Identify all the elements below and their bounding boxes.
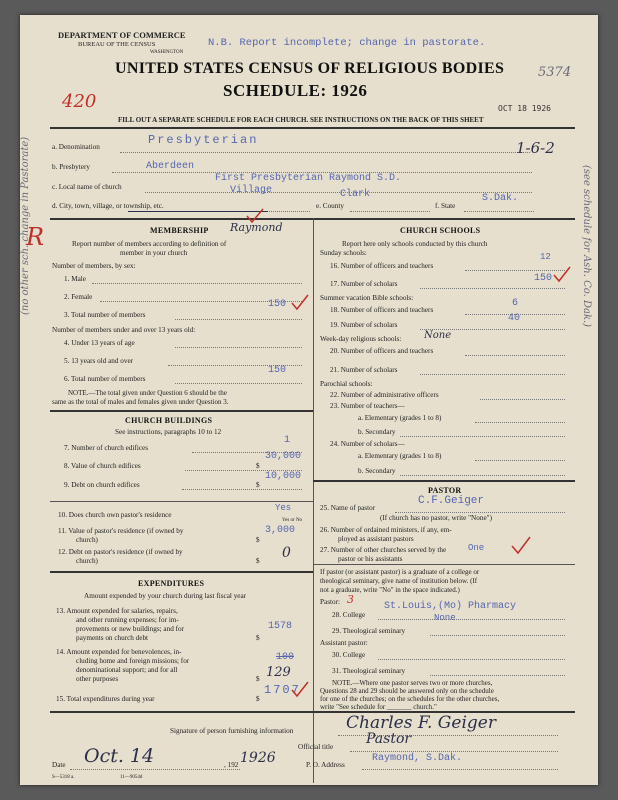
official-title-label: Official title — [298, 743, 334, 751]
q29-seminary: 29. Theological seminary — [332, 627, 406, 635]
age-label: Number of members under and over 13 years old: — [52, 326, 196, 334]
q21-scholars: 21. Number of scholars — [330, 366, 398, 374]
year-value: 1926 — [240, 750, 276, 766]
schools-intro: Report here only schools conducted by this church — [342, 240, 488, 248]
q16-value: 12 — [540, 252, 551, 262]
membership-title: MEMBERSHIP — [150, 226, 209, 235]
church-name-value: First Presbyterian Raymond S.D. — [215, 173, 402, 184]
q14-value: 129 — [266, 665, 291, 680]
q8-value: 30,000 — [265, 451, 302, 462]
denomination-value: Presbyterian — [148, 133, 259, 147]
weekday-value: None — [424, 330, 452, 341]
q27-value: One — [468, 543, 485, 553]
q15-value: 1707 — [264, 683, 301, 697]
po-address-label: P. O. Address — [306, 761, 345, 769]
date-label: Date — [52, 761, 66, 769]
q28-college: 28. College — [332, 611, 366, 619]
grad-note: If pastor (or assistant pastor) is a graduate of a college or — [320, 568, 480, 576]
expenditures-intro: Amount expended by your church during last fiscal year — [84, 592, 247, 600]
q12-value: 0 — [282, 545, 291, 561]
schedule-title: SCHEDULE: 1926 — [223, 81, 368, 100]
left-margin-note: (no other sch. change in Pastorate) — [20, 136, 31, 315]
q15-total: 15. Total expenditures during year — [56, 695, 155, 703]
q30-college: 30. College — [332, 651, 366, 659]
q24-scholars: 24. Number of scholars— — [330, 440, 405, 448]
q9-value: 10,000 — [265, 471, 302, 482]
q11-value: 3,000 — [265, 525, 296, 536]
q6-total: 6. Total number of members — [64, 375, 146, 383]
q26-assistants: 26. Number of ordained ministers, if any, em- — [320, 526, 452, 534]
county-value: Clark — [340, 189, 371, 200]
city-name: WASHINGTON — [150, 50, 184, 55]
bureau-name: BUREAU OF THE CENSUS — [78, 41, 156, 48]
official-title-value: Pastor — [366, 731, 412, 747]
q29-value: None — [434, 613, 456, 623]
q23b-secondary: b. Secondary — [358, 428, 396, 436]
denomination-code: 1-6-2 — [516, 139, 555, 157]
q18-value: 6 — [512, 298, 519, 309]
q20-teachers: 20. Number of officers and teachers — [330, 347, 434, 355]
q4-under13: 4. Under 13 years of age — [64, 339, 135, 347]
q27-other-churches: 27. Number of other churches served by the — [320, 546, 447, 554]
q1-male: 1. Male — [64, 275, 86, 283]
church-name-handwritten: Raymond — [230, 221, 283, 234]
print-number: 11—9054d — [120, 775, 143, 780]
red-number: 420 — [62, 91, 97, 112]
q17-value: 150 — [534, 273, 553, 284]
q19-value: 40 — [508, 313, 521, 324]
sex-label: Number of members, by sex: — [52, 262, 136, 270]
pencil-number: 5374 — [538, 65, 572, 80]
census-schedule-form: DEPARTMENT OF COMMERCE BUREAU OF THE CENSUS WASHINGTON N.B. Report incomplete; change in pastorate. 5374 UNITED STATES CENSUS OF RELIGIOUS BODIES SCHEDULE: 1926 420 OCT 18 1926 FILL OUT A SEPARATE SCHEDULE FOR EACH CHURCH. SEE INSTRUCTIONS ON THE BACK OF THIS SHEET a. Denomination Presbyterian 1-6-2 b. Presbytery Aberdeen c. Local name of church First Presbyterian Raymond S.D. d. City, town, village, or township, etc. Village e. County Clark f. State S.Dak. MEMBERSHIP Raymond Report number of members according to definition of member in your church Number of members, by sex: 1. Male 2. Female 3. Total number of members 150 Number of members under and over 13 years old: 4. Under 13 years of age 5. 13 years old and over 6. Total number of members 150 NOTE.—The total given under Question 6 should be the same as the total of males and females given under Question 3. CHURCH BUILDINGS See instructions, paragraphs 10 to 12 7. Number of church edifices 1 8. Value of church edifices $ 30,000 9. Debt on church edifices $ 10,000 10. Does church own pastor's residence Yes Yes or No 11. Value of pastor's residence (if owned by church) $ 3,000 12. Debt on pastor's residence (if owned by church) $ 0 EXPENDITURES Amount expended by your church during last fiscal year 13. Amount expended for salaries, repairs, and other running expenses; for im- provements or new buildings; and for payments on church debt $ 1578 14. Amount expended for benevolences, in- cluding home and foreign missions; for denominational support; and for all other purposes 100 $ 129 15. Total expenditures during year $ 1707 CHURCH SCHOOLS Report here only schools conducted by this church Sunday schools: 16. Number of officers and teachers 12 17. Number of scholars 150 Summer vacation Bible schools: 18. Number of officers and teachers 6 19. Number of scholars 40 Week-day religious schools: None 20. Number of officers and teachers 21. Number of scholars Parochial schools: 22. Number of administrative officers 23. Number of teachers— a. Elementary (grades 1 to 8) b. Secondary 24. Number of scholars— a. Elementary (grades 1 to 8) b. Secondary PASTOR 25. Name of pastor C.F.Geiger (If church has no pastor, write "None") 26. Number of ordained ministers, if any, em- ployed as assistant pastors 27. Number of other churches served by the pastor or his assistants One If pastor (or assistant pastor) is a graduate of a college or theological seminary, give name of institution below. (If not a graduate, write "No" in the space indicated.) Pastor: 3 28. College St.Louis,(Mo) Pharmacy None 29. Theological seminary Assistant pastor: 30. College 31. Theological seminary NOTE.—Where one pastor serves two or more churches, Questions 28 and 29 should be answered only on the schedule for one of the churches; on the schedules for the other churches, write "See schedule for _______ church." Signature of person furnishing information Charles F. Geiger Official title Pastor Date Oct. 14 , 192 1926 P. O. Address Raymond, S.Dak. S—5318 a. 11—9054d (no other sch. change in Pastorate) R (see schedule for Ash. Co. Dak.) — [20, 15, 598, 785]
check-mark-icon — [245, 207, 265, 225]
assistant-label: Assistant pastor: — [320, 639, 368, 647]
county-label: e. County — [316, 202, 344, 210]
q3-total: 3. Total number of members — [64, 311, 146, 319]
q10-residence: 10. Does church own pastor's residence — [58, 511, 172, 519]
buildings-title: CHURCH BUILDINGS — [125, 416, 213, 425]
q10-value: Yes — [275, 503, 292, 513]
parochial-label: Parochial schools: — [320, 380, 373, 388]
membership-intro: Report number of members according to definition of — [72, 240, 227, 248]
q25-pastor-name: 25. Name of pastor — [320, 504, 376, 512]
check-mark-icon — [290, 293, 310, 313]
check-mark-icon — [290, 680, 310, 700]
form-title: UNITED STATES CENSUS OF RELIGIOUS BODIES — [115, 60, 505, 77]
presbytery-label: b. Presbytery — [52, 163, 90, 171]
q24a-elementary: a. Elementary (grades 1 to 8) — [358, 452, 442, 460]
signature-label: Signature of person furnishing information — [170, 727, 294, 735]
q16-teachers: 16. Number of officers and teachers — [330, 262, 434, 270]
q28-value: St.Louis,(Mo) Pharmacy — [384, 601, 517, 612]
q8-value-edifices: 8. Value of church edifices — [64, 462, 141, 470]
q22-officers: 22. Number of administrative officers — [330, 391, 439, 399]
q25-value: C.F.Geiger — [418, 495, 485, 507]
q31-seminary: 31. Theological seminary — [332, 667, 406, 675]
instruction-line: FILL OUT A SEPARATE SCHEDULE FOR EACH CHURCH. SEE INSTRUCTIONS ON THE BACK OF THIS SHEET — [118, 116, 484, 124]
check-mark-icon — [552, 265, 572, 285]
q17-scholars: 17. Number of scholars — [330, 280, 398, 288]
pastor-note: NOTE.—Where one pastor serves two or more churches, — [332, 679, 493, 687]
q13-value: 1578 — [268, 621, 293, 632]
q18-teachers: 18. Number of officers and teachers — [330, 306, 434, 314]
church-name-label: c. Local name of church — [52, 183, 122, 191]
signature: Charles F. Geiger — [346, 713, 496, 733]
city-value: Village — [230, 185, 273, 196]
city-label: d. City, town, village, or township, etc. — [52, 202, 164, 210]
date-stamp: OCT 18 1926 — [498, 104, 551, 113]
q6-value: 150 — [268, 365, 287, 376]
form-number: S—5318 a. — [52, 775, 75, 780]
po-address-value: Raymond, S.Dak. — [372, 753, 463, 764]
q25-hint: (If church has no pastor, write "None") — [380, 514, 492, 522]
q23a-elementary: a. Elementary (grades 1 to 8) — [358, 414, 442, 422]
q14-struck-value: 100 — [276, 652, 295, 663]
department-name: DEPARTMENT OF COMMERCE — [58, 30, 186, 40]
q23-teachers: 23. Number of teachers— — [330, 402, 405, 410]
q2-female: 2. Female — [64, 293, 93, 301]
state-value: S.Dak. — [482, 193, 519, 204]
q24b-secondary: b. Secondary — [358, 467, 396, 475]
buildings-sub: See instructions, paragraphs 10 to 12 — [115, 428, 222, 436]
denomination-label: a. Denomination — [52, 143, 100, 151]
q5-over13: 5. 13 years old and over — [64, 357, 134, 365]
pastor-mark: 3 — [347, 593, 354, 606]
presbytery-value: Aberdeen — [146, 161, 195, 172]
check-mark-icon — [510, 535, 532, 557]
state-label: f. State — [435, 202, 456, 210]
summer-label: Summer vacation Bible schools: — [320, 294, 414, 302]
expenditures-title: EXPENDITURES — [138, 579, 205, 588]
q10-hint: Yes or No — [282, 518, 303, 523]
q14-benevolences: 14. Amount expended for benevolences, in- — [56, 648, 182, 656]
q12-residence-debt: 12. Debt on pastor's residence (if owned by — [58, 548, 183, 556]
weekday-label: Week-day religious schools: — [320, 335, 402, 343]
q19-scholars: 19. Number of scholars — [330, 321, 398, 329]
q7-value: 1 — [284, 435, 291, 446]
sunday-label: Sunday schools: — [320, 249, 367, 257]
left-margin-mark: R — [26, 223, 45, 251]
q11-residence-value: 11. Value of pastor's residence (if owned by — [58, 527, 184, 535]
q9-debt: 9. Debt on church edifices — [64, 481, 140, 489]
q13-running-expenses: 13. Amount expended for salaries, repairs, — [56, 607, 178, 615]
pastor-title: PASTOR — [428, 486, 462, 495]
membership-note: NOTE.—The total given under Question 6 should be the — [68, 389, 227, 397]
q3-value: 150 — [268, 299, 287, 310]
right-margin-note: (see schedule for Ash. Co. Dak.) — [581, 165, 592, 328]
date-value: Oct. 14 — [84, 745, 155, 767]
typed-note: N.B. Report incomplete; change in pastorate. — [208, 37, 486, 49]
q7-edifices: 7. Number of church edifices — [64, 444, 149, 452]
schools-title: CHURCH SCHOOLS — [400, 226, 481, 235]
pastor-label: Pastor: — [320, 598, 340, 606]
